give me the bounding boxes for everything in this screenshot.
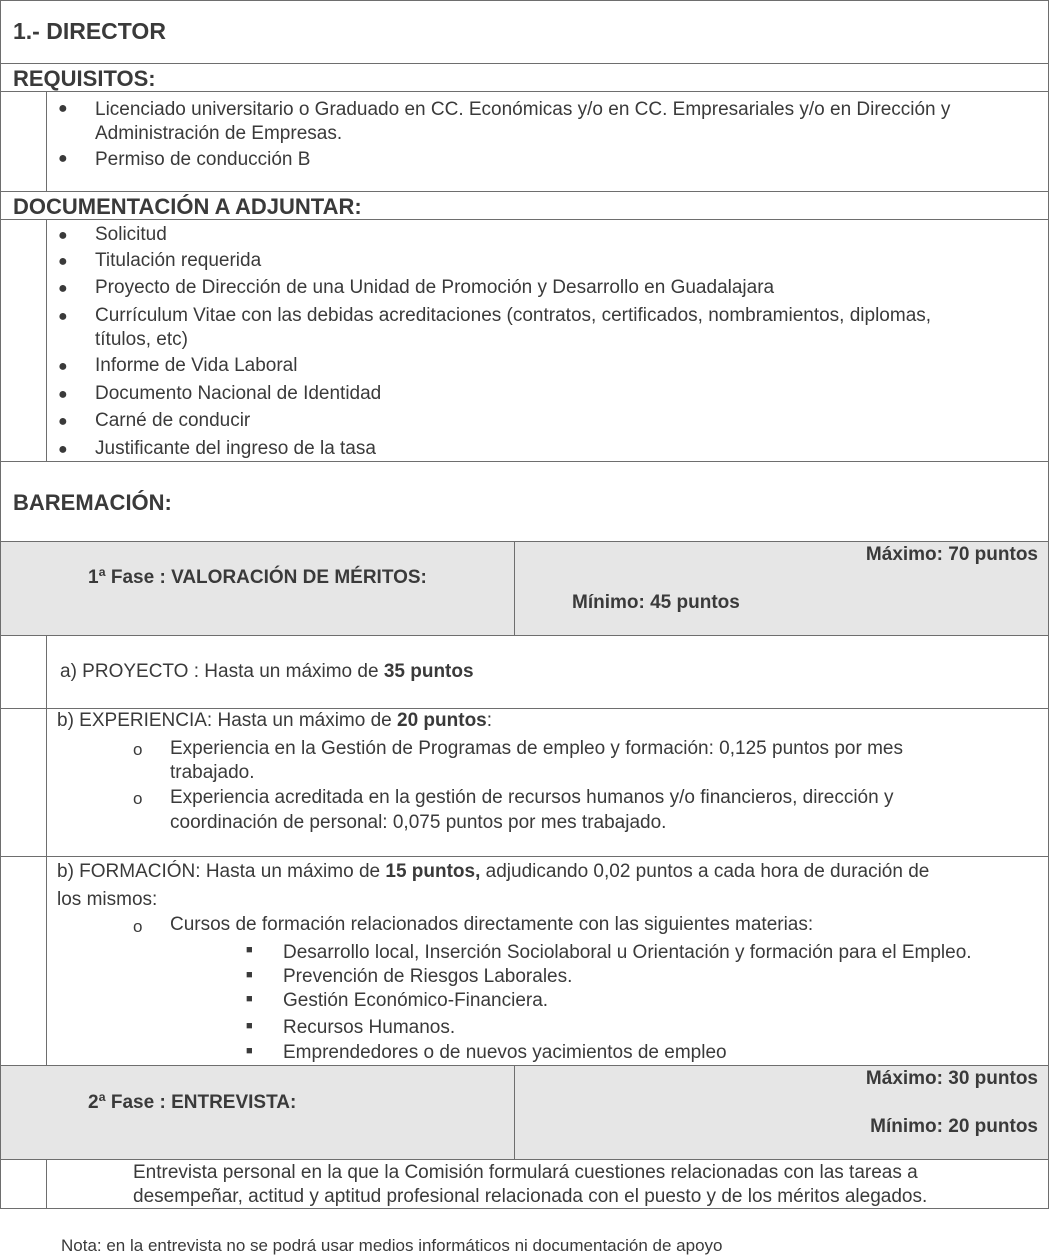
fase2-max: Máximo: 30 puntos	[865, 1068, 1038, 1089]
list-item: títulos, etc)	[95, 329, 188, 350]
entrevista-text: desempeñar, actitud y aptitud profesional relacionada con el puesto y de los méritos alegados.	[133, 1186, 928, 1207]
left-column	[1, 220, 47, 461]
list-item: Gestión Económico-Financiera.	[283, 990, 549, 1011]
proyecto-text: a) PROYECTO : Hasta un máximo de 35 puntos	[60, 661, 474, 682]
list-item: Experiencia en la Gestión de Programas de empleo y formación: 0,125 puntos por mes	[170, 738, 903, 759]
bullet-icon: ●	[58, 253, 68, 270]
column-divider	[514, 542, 515, 635]
list-item: Desarrollo local, Inserción Sociolaboral u Orientación y formación para el Empleo.	[283, 942, 972, 963]
page-title: 1.- DIRECTOR	[13, 18, 166, 44]
list-item: Prevención de Riesgos Laborales.	[283, 966, 573, 987]
list-item: Solicitud	[95, 224, 167, 245]
entrevista-text: Entrevista personal en la que la Comisión formulará cuestiones relacionadas con las tareas a	[133, 1162, 918, 1183]
experiencia-row	[0, 708, 1049, 857]
fase1-label: 1ª Fase : VALORACIÓN DE MÉRITOS:	[88, 567, 427, 588]
square-bullet-icon: ■	[246, 993, 253, 1005]
list-item: Documento Nacional de Identidad	[95, 383, 382, 404]
proyecto-row	[0, 635, 1049, 709]
square-bullet-icon: ■	[246, 1045, 253, 1057]
list-item: Experiencia acreditada en la gestión de recursos humanos y/o financieros, dirección y	[170, 787, 894, 808]
list-item: Currículum Vitae con las debidas acreditaciones (contratos, certificados, nombramientos, diplomas,	[95, 305, 932, 326]
list-item: Permiso de conducción B	[95, 149, 311, 170]
formacion-sub: Cursos de formación relacionados directamente con las siguientes materias:	[170, 914, 814, 935]
bullet-icon: ●	[58, 358, 68, 375]
bullet-icon: ●	[58, 413, 68, 430]
left-column	[1, 92, 47, 191]
bullet-icon: ●	[58, 227, 68, 244]
list-item: Proyecto de Dirección de una Unidad de Promoción y Desarrollo en Guadalajara	[95, 277, 775, 298]
fase2-label: 2ª Fase : ENTREVISTA:	[88, 1092, 297, 1113]
left-column	[1, 636, 47, 708]
list-item: Emprendedores o de nuevos yacimientos de empleo	[283, 1042, 727, 1063]
column-divider	[514, 1066, 515, 1159]
documentacion-content-row	[0, 219, 1049, 462]
list-item: coordinación de personal: 0,075 puntos por mes trabajado.	[170, 812, 667, 833]
left-column	[1, 857, 47, 1065]
entrevista-row	[0, 1159, 1049, 1209]
circle-bullet-icon: o	[133, 740, 143, 759]
bullet-icon: ●	[58, 280, 68, 297]
list-item: Justificante del ingreso de la tasa	[95, 438, 376, 459]
requisitos-content-row	[0, 91, 1049, 192]
fase1-row	[0, 541, 1049, 636]
list-item: Informe de Vida Laboral	[95, 355, 298, 376]
bullet-icon: ●	[58, 386, 68, 403]
requisitos-heading: REQUISITOS:	[13, 66, 156, 91]
fase2-min: Mínimo: 20 puntos	[870, 1116, 1038, 1137]
bullet-icon: ●	[58, 150, 68, 167]
baremacion-heading: BAREMACIÓN:	[13, 490, 172, 515]
square-bullet-icon: ■	[246, 1020, 253, 1032]
title-row	[0, 0, 1049, 64]
square-bullet-icon: ■	[246, 969, 253, 981]
formacion-text: b) FORMACIÓN: Hasta un máximo de 15 puntos, adjudicando 0,02 puntos a cada hora de duración de	[57, 861, 930, 882]
list-item: Carné de conducir	[95, 410, 251, 431]
circle-bullet-icon: o	[133, 917, 143, 936]
list-item: Administración de Empresas.	[95, 123, 343, 144]
list-item: Titulación requerida	[95, 250, 262, 271]
list-item: Licenciado universitario o Graduado en CC. Económicas y/o en CC. Empresariales y/o en Dirección y	[95, 99, 951, 120]
documentacion-heading: DOCUMENTACIÓN A ADJUNTAR:	[13, 194, 362, 219]
requisitos-heading-row	[0, 63, 1049, 92]
list-item: Recursos Humanos.	[283, 1017, 456, 1038]
fase1-max: Máximo: 70 puntos	[865, 544, 1038, 565]
left-column	[1, 1160, 47, 1208]
bullet-icon: ●	[58, 441, 68, 458]
experiencia-text: b) EXPERIENCIA: Hasta un máximo de 20 puntos:	[57, 710, 493, 731]
square-bullet-icon: ■	[246, 944, 253, 956]
circle-bullet-icon: o	[133, 789, 143, 808]
list-item: trabajado.	[170, 762, 255, 783]
fase1-min: Mínimo: 45 puntos	[572, 592, 740, 613]
baremacion-heading-row	[0, 461, 1049, 542]
formacion-row	[0, 856, 1049, 1066]
documentacion-heading-row	[0, 191, 1049, 220]
footnote: Nota: en la entrevista no se podrá usar medios informáticos ni documentación de apoyo	[61, 1236, 723, 1255]
formacion-text-line2: los mismos:	[57, 889, 158, 910]
fase2-row	[0, 1065, 1049, 1160]
left-column	[1, 709, 47, 856]
bullet-icon: ●	[58, 308, 68, 325]
bullet-icon: ●	[58, 100, 68, 117]
